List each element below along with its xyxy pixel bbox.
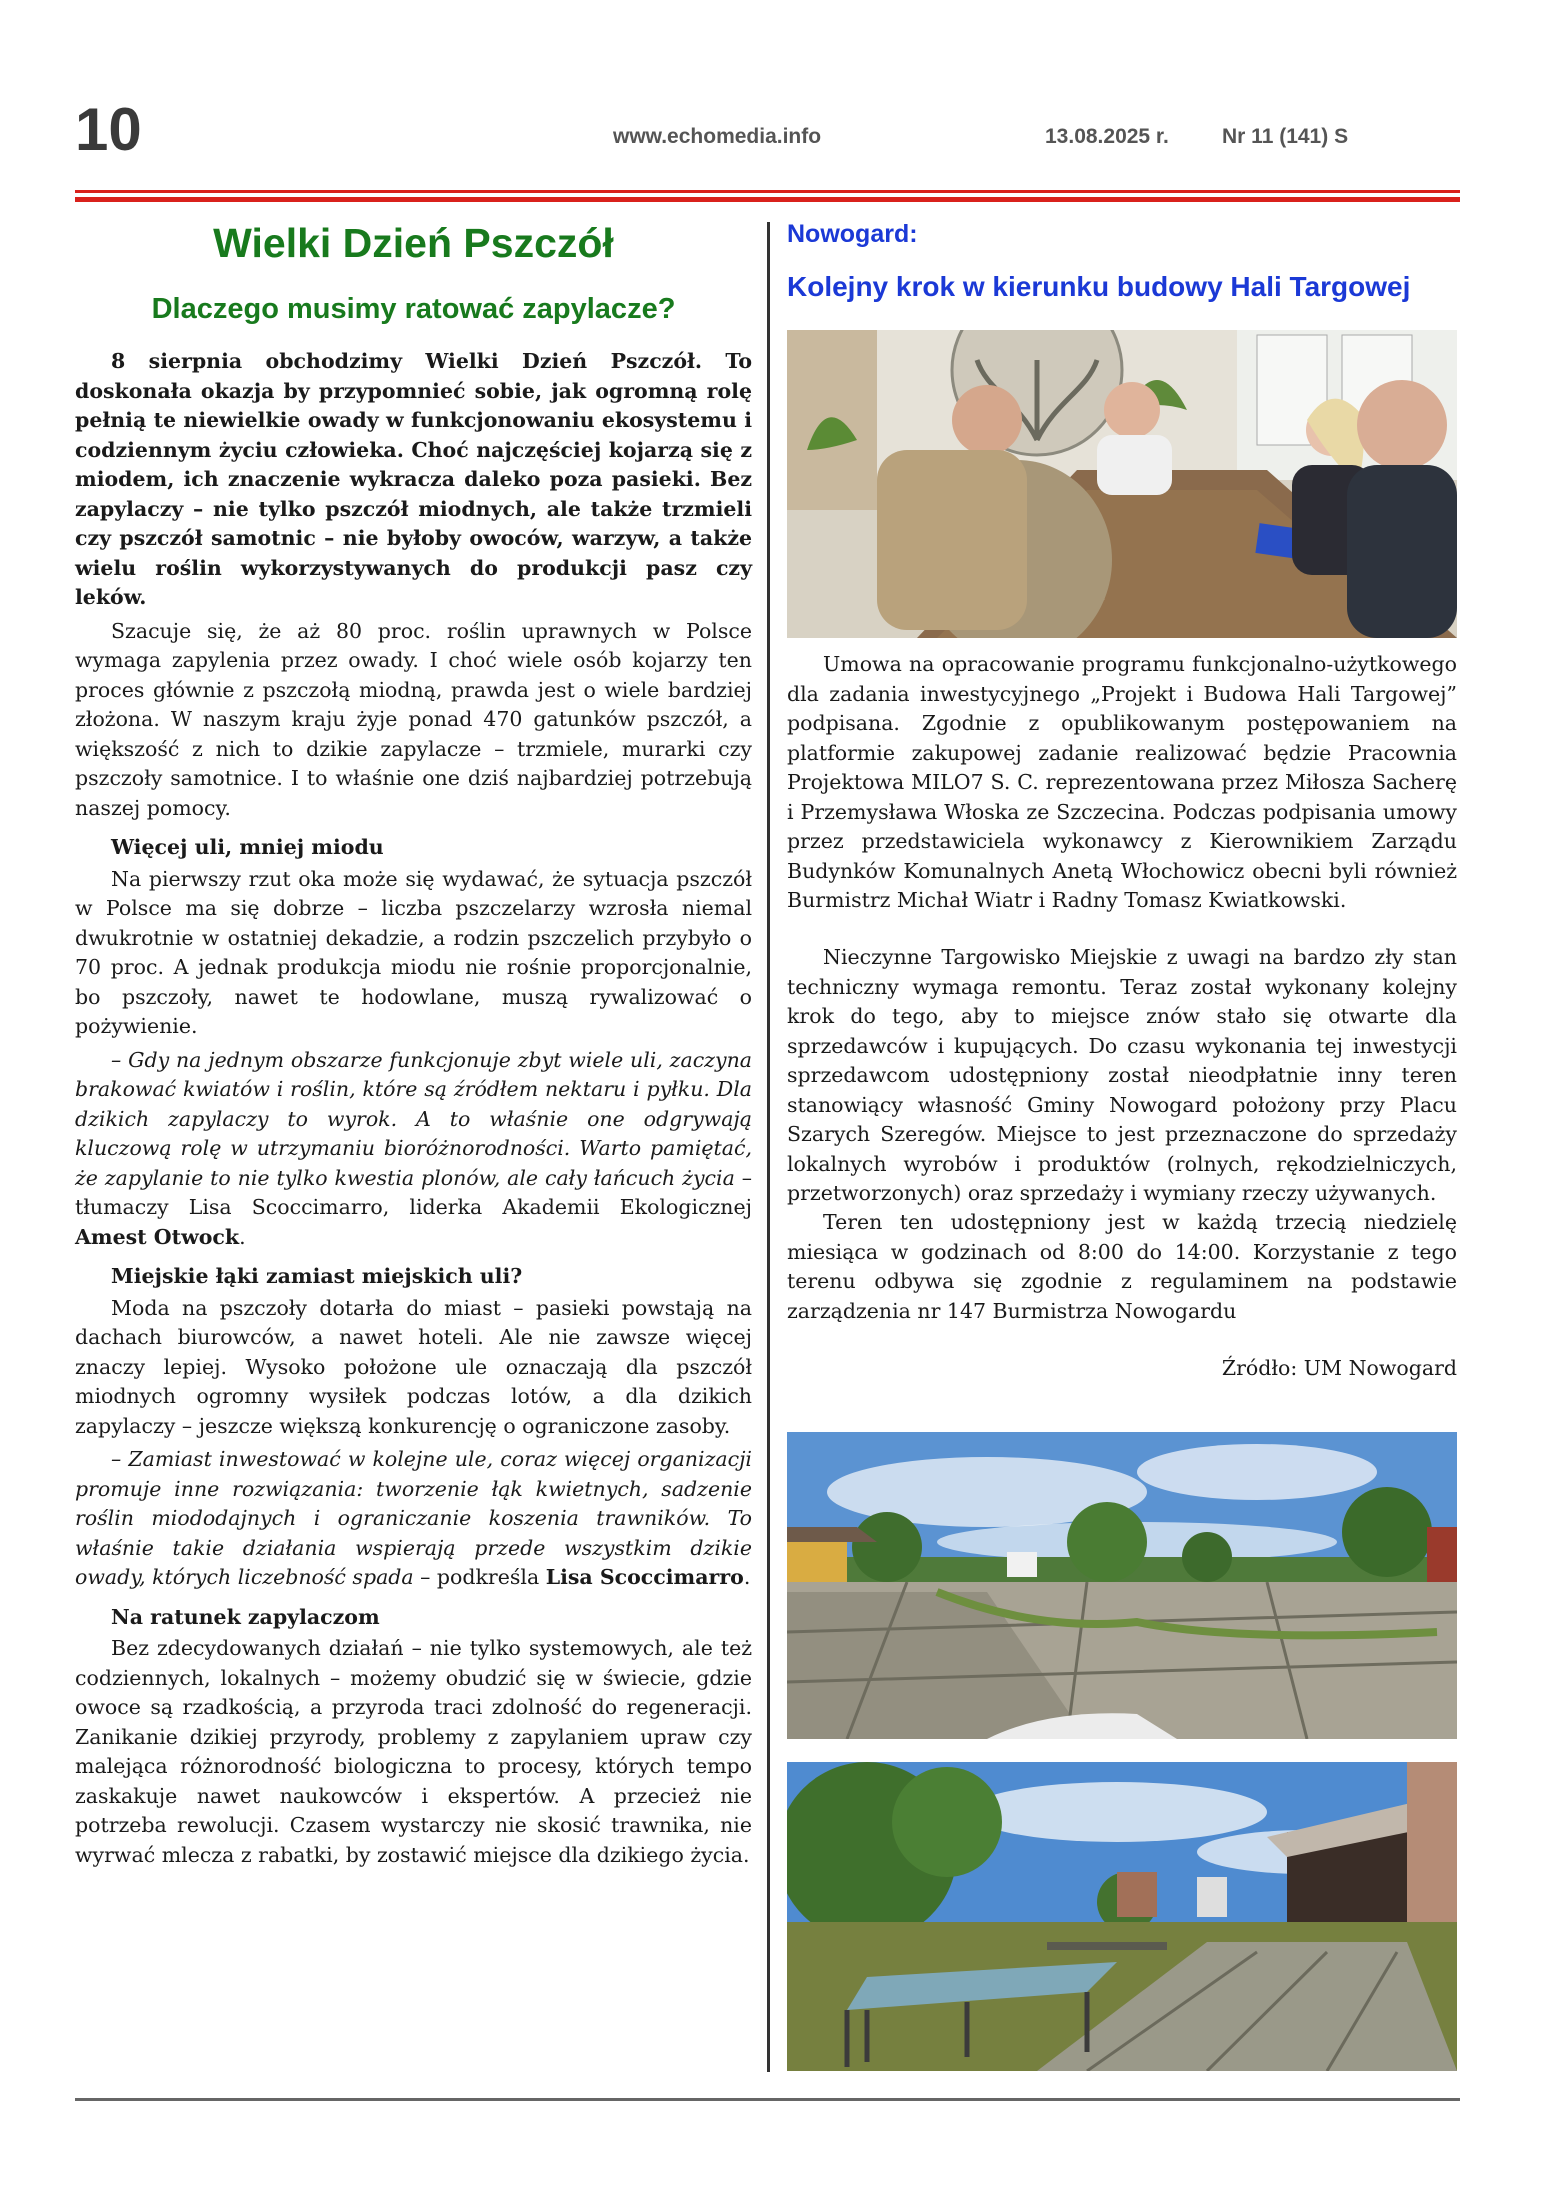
paragraph: Szacuje się, że aż 80 proc. roślin uprawnych w Polsce wymaga zapylenia przez owady. I choć wiele osób kojarzy ten proces głównie z pszczołą miodną, prawda jest o wiele bardziej złożona. W naszym kraju żyje ponad 470 gatunków pszczół, a większość z nich to dzikie zapylacze – trzmiele, murarki czy pszczoły samotnice. I to właśnie one dziś najbardziej potrzebują naszej pomocy. (75, 618, 752, 820)
article-title: Wielki Dzień Pszczół (213, 220, 614, 266)
page-number: 10 (75, 96, 142, 163)
article-lead: 8 sierpnia obchodzimy Wielki Dzień Pszczół. To doskonała okazja by przypomnieć sobie, jak ogromną rolę pełnią te niewielkie owady w funkcjonowaniu ekosystemu i codziennym życiu człowieka. Choć najczęściej kojarzą się z miodem, ich znaczenie wykracza daleko poza pasieki. Bez zapylaczy – nie tylko pszczół miodnych, ale także trzmieli czy pszczół samotnic – nie byłoby owoców, warzyw, a także wielu roślin wykorzystywanych do produkcji pasz czy leków. (75, 349, 752, 609)
quote-attribution: – tłumaczy Lisa Scoccimarro, liderka Akademii Ekologicznej (75, 1165, 752, 1219)
quote-text: – Zamiast inwestować w kolejne ule, coraz więcej organizacji promuje inne rozwiązania: tworzenie łąk kwietnych, sadzenie roślin miododajnych i ograniczanie koszenia trawników. To właśnie takie działania wspierają przede wszystkim dzikie owady, których liczebność spada (75, 1447, 752, 1589)
quote (75, 1445, 752, 1593)
quote-end: . (239, 1224, 246, 1249)
section-heading: Więcej uli, mniej miodu (111, 835, 384, 859)
footer-rule (75, 2098, 1460, 2101)
photo-market-stalls (787, 1762, 1457, 2071)
section-heading: Miejskie łąki zamiast miejskich uli? (111, 1264, 523, 1288)
bee-day-article (75, 205, 752, 1870)
quote-organization: Amest Otwock (75, 1224, 240, 1249)
issue-number: Nr 11 (141) S (1222, 125, 1349, 148)
quote (75, 1046, 752, 1253)
section-heading: Na ratunek zapylaczom (111, 1604, 380, 1629)
column-divider (767, 222, 770, 2072)
header-rule-bottom (75, 197, 1460, 202)
issue-date: 13.08.2025 r. (1045, 125, 1169, 148)
market-hall-article-header (787, 205, 1457, 305)
article-kicker: Nowogard: (787, 220, 918, 248)
website-url[interactable]: www.echomedia.info (613, 125, 822, 148)
paragraph: Teren ten udostępniony jest w każdą trzecią niedzielę miesiąca w godzinach od 8:00 do 14:00. Korzystanie z tego terenu odbywa się zgodnie z regulaminem na podstawie zarządzenia nr 147 Burmistrza Nowogardu (787, 1210, 1457, 1323)
photo-market-square (787, 1432, 1457, 1739)
paragraph: Na pierwszy rzut oka może się wydawać, że sytuacja pszczół w Polsce ma się dobrze – liczba pszczelarzy wzrosła niemal dwukrotnie w ostatniej dekadzie, a rodzin pszczelich przybyło o 70 proc. A jednak produkcja miodu nie rośnie proporcjonalnie, bo pszczoły, nawet te hodowlane, muszą rywalizować o pożywienie. (75, 866, 752, 1038)
article-subtitle: Dlaczego musimy ratować zapylacze? (151, 293, 676, 325)
paragraph: Moda na pszczoły dotarła do miast – pasieki powstają na dachach biurowców, a nawet hoteli. Ale nie zawsze więcej znaczy lepiej. Wysoko położone ule oznaczają dla pszczół miodnych ogromny wysiłek podczas lotów, a dla dzikich zapylaczy – jeszcze większą konkurencję o ograniczone zasoby. (75, 1295, 752, 1438)
header-rule-top (75, 190, 1460, 193)
quote-person: Lisa Scoccimarro (545, 1565, 744, 1589)
quote-text: – Gdy na jednym obszarze funkcjonuje zbyt wiele uli, zaczyna brakować kwiatów i roślin, które są źródłem nektaru i pyłku. Dla dzikich zapylaczy to wyrok. A to właśnie one odgrywają kluczową rolę w utrzymaniu bioróżnorodności. Warto pamiętać, że zapylanie to nie tylko kwestia plonów, ale cały łańcuch życia (75, 1047, 752, 1190)
article-title: Kolejny krok w kierunku budowy Hali Targowej (787, 271, 1411, 302)
quote-attribution: – podkreśla (413, 1565, 546, 1589)
quote-end: . (743, 1565, 751, 1589)
paragraph: Bez zdecydowanych działań – nie tylko systemowych, ale też codziennych, lokalnych – możemy obudzić się w świecie, gdzie owoce są rzadkością, a przyroda traci zdolność do regeneracji. Zanikanie dzikiej przyrody, problemy z zapylaniem upraw czy malejąca różnorodność biologiczna to procesy, których tempo zaskakuje nawet naukowców i ekspertów. A przecież nie potrzeba rewolucji. Czasem wystarczy nie skosić trawnika, nie wyrwać mlecza z rabatki, by zostawić miejsce dla dzikiego życia. (75, 1636, 752, 1867)
article-source: Źródło: UM Nowogard (1221, 1356, 1457, 1380)
paragraph: Nieczynne Targowisko Miejskie z uwagi na bardzo zły stan techniczny wymaga remontu. Teraz został wykonany kolejny krok do tego, aby to miejsce znów stało się otwarte dla sprzedawców i kupujących. Do czasu wykonania tej inwestycji sprzedawcom udostępniony został nieodpłatnie inny teren stanowiący własność Gminy Nowogard położony przy Placu Szarych Szeregów. Miejsce to jest przeznaczone do sprzedaży lokalnych wyrobów i produktów (rolnych, rękodzielniczych, przetworzonych) oraz sprzedaży i wymiany rzeczy używanych. (787, 945, 1457, 1205)
photo-contract-signing (787, 330, 1457, 638)
paragraph: Umowa na opracowanie programu funkcjonalno-użytkowego dla zadania inwestycyjnego „Projekt i Budowa Hali Targowej” podpisana. Zgodnie z opublikowanym postępowaniem na platformie zakupowej zadanie realizować będzie Pracownia Projektowa MILO7 S. C. reprezentowana przez Miłosza Sacherę i Przemysława Włoska ze Szczecina. Podczas podpisania umowy przez przedstawiciela wykonawcy z Kierownikiem Zarządu Budynków Komunalnych Anetą Włochowicz obecni byli również Burmistrz Michał Wiatr i Radny Tomasz Kwiatkowski. (787, 652, 1457, 912)
